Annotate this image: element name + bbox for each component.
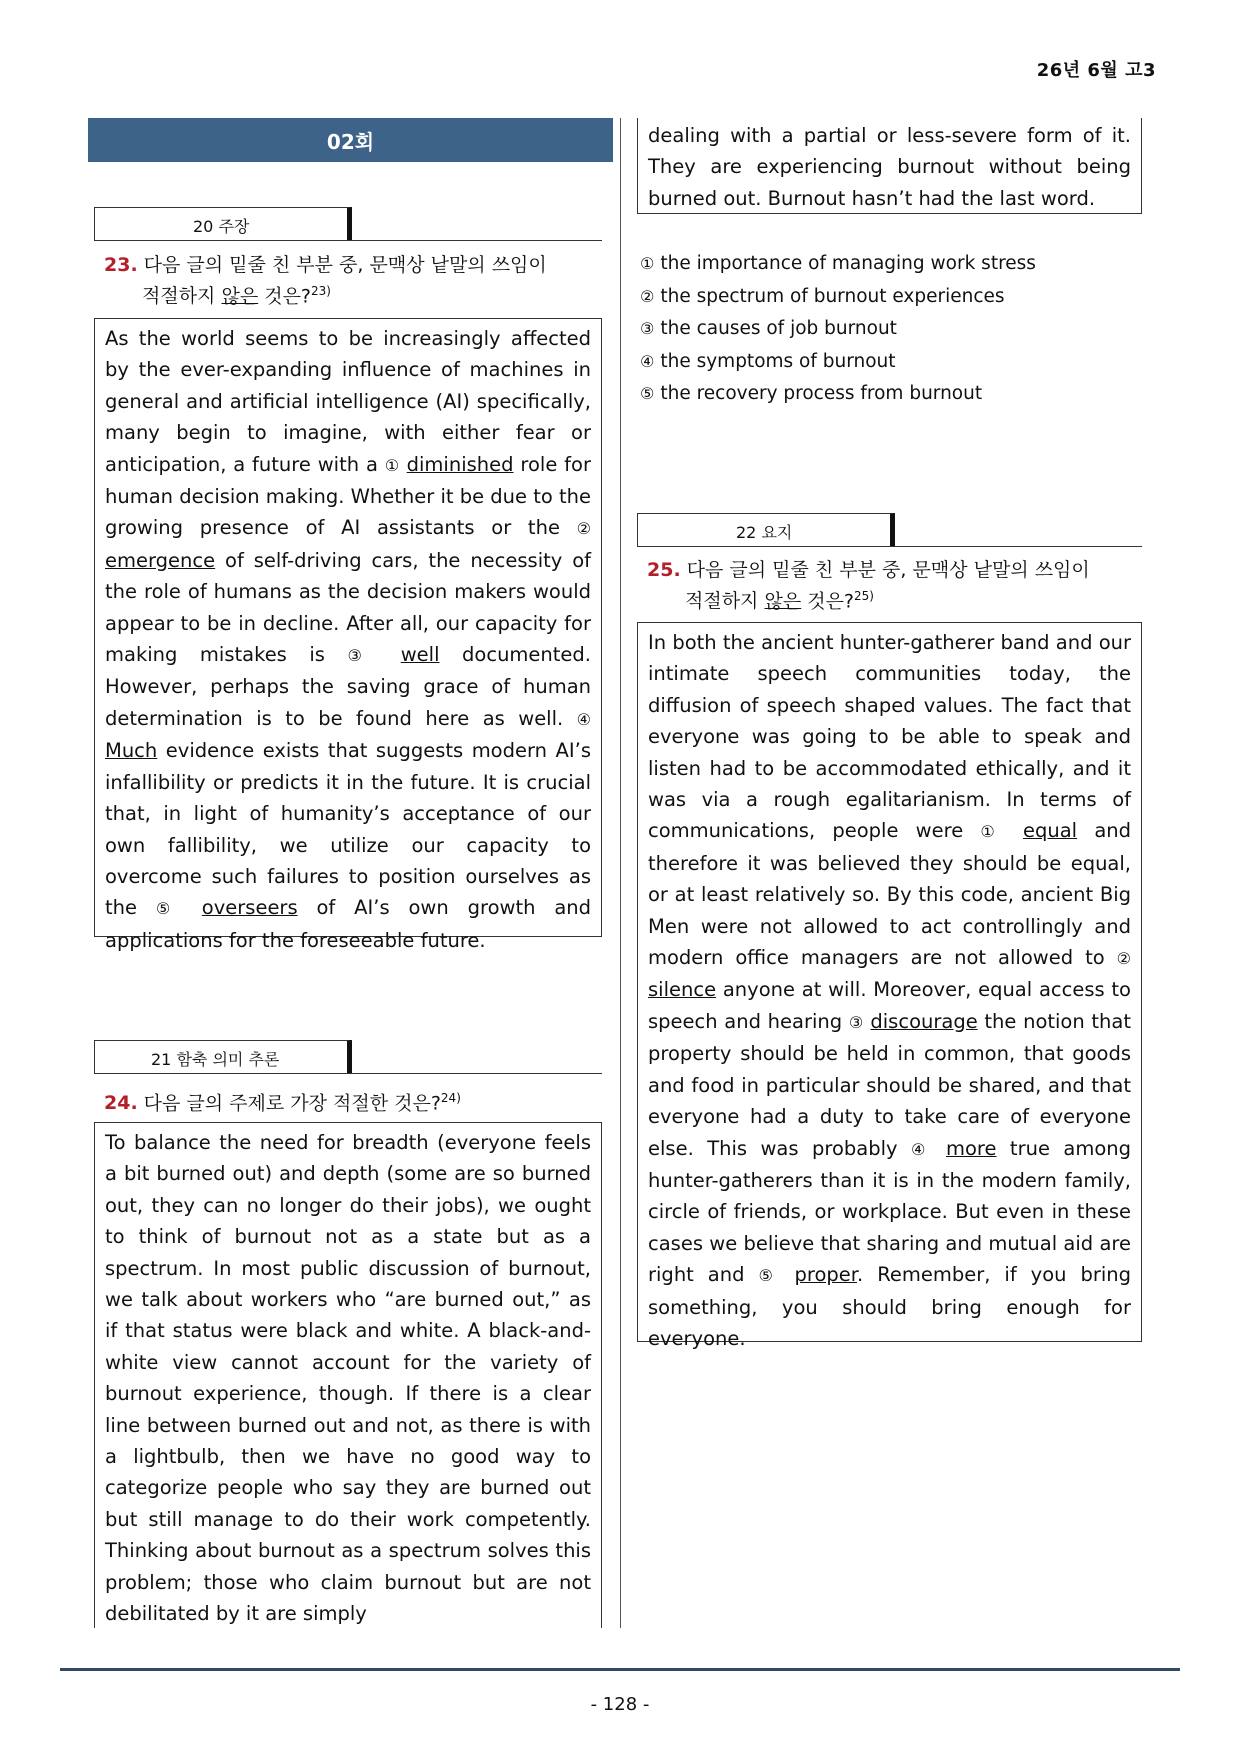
q25-text-4: the notion that property should be held in common, that goods and food in particular should be shared, and that everyone had a duty to take care of everyone else. This was probably bbox=[648, 1009, 1132, 1160]
q25-tag-label: 22 요지 bbox=[736, 523, 793, 542]
q25-number: 25. bbox=[647, 559, 681, 581]
q23-text-1: As the world seems to be increasingly affected by the ever-expanding influence of machines in general and artificial intelligence (AI) specifically, many begin to imagine, with either fear or anticipation, a future with a bbox=[105, 327, 591, 476]
q23-text-3: of self-driving cars, the necessity of the role of humans as the decision makers would appear to be in decline. After all, our capacity for making mistakes is bbox=[105, 548, 591, 667]
q24-option-2[interactable] bbox=[640, 281, 1036, 314]
q25-text-1: In both the ancient hunter-gatherer band and our intimate speech communities today, the diffusion of speech shaped values. The fact that everyone was going to be able to speak and listen had to be accommodated ethically, and it was via a rough egalitarianism. In terms of communications, people were bbox=[648, 631, 1131, 843]
q25-mark-5: ⑤ bbox=[758, 1266, 781, 1286]
q24-option-2-text: the spectrum of burnout experiences bbox=[660, 285, 1005, 307]
q23-word-3: well bbox=[400, 643, 440, 667]
q23-title-c: 것은? bbox=[258, 285, 312, 308]
q25-title-c: 것은? bbox=[801, 590, 855, 613]
q25-text-2: and therefore it was believed they should be equal, or at least relatively so. By this code, ancient Big Men were not allowed to act controllingly and modern office managers are not allowed to bbox=[648, 819, 1132, 970]
q24-tag-label: 21 함축 의미 추론 bbox=[151, 1050, 280, 1069]
q23-mark-2: ② bbox=[576, 519, 591, 539]
q25-title-a: 다음 글의 밑줄 친 부분 중, 문맥상 낱말의 쓰임이 bbox=[686, 559, 1090, 581]
q24-number: 24. bbox=[104, 1092, 138, 1115]
q23-title bbox=[104, 252, 600, 309]
q24-tag-rule bbox=[94, 1073, 602, 1074]
q23-tag-label: 20 주장 bbox=[193, 217, 250, 236]
q24-option-5-mark: ⑤ bbox=[640, 384, 655, 403]
q24-passage-right: dealing with a partial or less-severe form of it. They are experiencing burnout without being burned out. Burnout hasn’t had the last word. bbox=[637, 118, 1142, 214]
q23-number: 23. bbox=[104, 254, 138, 276]
q23-text-6: of AI’s own growth and applications for the foreseeable future. bbox=[105, 896, 592, 952]
q25-text-6: . Remember, if you bring something, you should bring enough for everyone. bbox=[648, 1263, 1132, 1350]
q25-footnote: 25) bbox=[854, 589, 874, 603]
q24-passage-left: To balance the need for breadth (everyone feels a bit burned out) and depth (some are so burned out, they can no longer do their jobs), we ought to think of burnout not as a state but as a spectrum. In most public discussion of burnout, we talk about workers who “are burned out,” as if that status were black and white. A black-and-white view cannot account for the variety of burnout experience, though. If there is a clear line between burned out and not, as there is with a lightbulb, then we have no good way to categorize people who say they are burned out but still manage to do their work competently. Thinking about burnout as a spectrum solves this problem; those who claim burnout but are not debilitated by it are simply bbox=[94, 1122, 602, 1628]
q23-passage bbox=[94, 318, 602, 952]
q25-word-3: discourage bbox=[870, 1009, 978, 1033]
q25-text-3: anyone at will. Moreover, equal access to speech and hearing bbox=[648, 978, 1131, 1033]
q25-word-2: silence bbox=[648, 978, 717, 1002]
q24-title-text: 다음 글의 주제로 가장 적절한 것은? bbox=[143, 1092, 441, 1115]
q25-mark-3: ③ bbox=[848, 1012, 864, 1032]
q24-footnote: 24) bbox=[440, 1091, 461, 1105]
q24-option-5-text: the recovery process from burnout bbox=[660, 383, 983, 404]
q25-title-b: 적절하지 bbox=[685, 590, 765, 613]
q23-mark-1: ① bbox=[384, 455, 400, 475]
q25-mark-2: ② bbox=[1116, 949, 1131, 969]
q24-option-4[interactable] bbox=[640, 346, 1036, 379]
q24-option-2-mark: ② bbox=[640, 286, 655, 306]
q23-tag-rule bbox=[94, 240, 602, 241]
q23-mark-5: ⑤ bbox=[155, 899, 183, 919]
q23-word-1: diminished bbox=[406, 452, 514, 476]
q23-mark-4: ④ bbox=[576, 709, 591, 729]
q23-word-4: Much bbox=[105, 739, 158, 763]
q24-option-4-mark: ④ bbox=[640, 351, 655, 371]
q23-title-u: 않은 bbox=[221, 285, 259, 308]
column-divider bbox=[620, 118, 621, 1628]
q23-word-5: overseers bbox=[201, 896, 298, 920]
q25-title bbox=[647, 557, 1142, 614]
q23-title-a: 다음 글의 밑줄 친 부분 중, 문맥상 낱말의 쓰임이 bbox=[143, 254, 547, 276]
q24-title bbox=[104, 1085, 600, 1116]
q25-text-5: true among hunter-gatherers than it is in the modern family, circle of friends, or workplace. But even in these cases we believe that sharing and mutual aid are right and bbox=[648, 1136, 1131, 1287]
q24-option-3[interactable] bbox=[640, 313, 1036, 346]
q25-mark-1: ① bbox=[980, 822, 1006, 842]
q24-option-3-text: the causes of job burnout bbox=[660, 318, 897, 339]
q23-tag bbox=[94, 207, 352, 241]
q24-option-3-mark: ③ bbox=[640, 319, 655, 338]
q25-word-5: proper bbox=[794, 1263, 858, 1287]
q25-word-1: equal bbox=[1023, 819, 1078, 843]
q24-option-5[interactable] bbox=[640, 378, 1036, 411]
q23-footnote: 23) bbox=[311, 284, 331, 298]
q23-text-4: documented. However, perhaps the saving grace of human determination is to be found here as well. bbox=[105, 643, 592, 730]
q23-title-b: 적절하지 bbox=[142, 285, 222, 308]
q23-mark-3: ③ bbox=[347, 646, 379, 666]
header-date: 26년 6월 고3 bbox=[1036, 60, 1156, 81]
q24-option-1-mark: ① bbox=[640, 254, 655, 273]
q25-tag-rule bbox=[637, 546, 1142, 547]
q24-option-1[interactable] bbox=[640, 248, 1036, 281]
q25-title-u: 않은 bbox=[764, 590, 802, 613]
footer-rule bbox=[60, 1668, 1180, 1671]
q25-word-4: more bbox=[945, 1136, 997, 1160]
q24-options bbox=[640, 248, 1036, 411]
q23-word-2: emergence bbox=[105, 548, 216, 572]
q23-text-2: role for human decision making. Whether it be due to the growing presence of AI assistants or the bbox=[105, 452, 591, 540]
q25-tag bbox=[637, 513, 895, 547]
q25-passage bbox=[637, 622, 1142, 1350]
q24-tag bbox=[94, 1040, 352, 1074]
q23-text-5: evidence exists that suggests modern AI’s infallibility or predicts it in the future. It is crucial that, in light of humanity’s acceptance of our own fallibility, we utilize our capacity to overcome such failures to position ourselves as the bbox=[105, 739, 591, 920]
page-number: - 128 - bbox=[590, 1694, 650, 1715]
round-banner: 02회 bbox=[88, 118, 613, 162]
q25-mark-4: ④ bbox=[910, 1139, 933, 1159]
q24-option-4-text: the symptoms of burnout bbox=[660, 350, 896, 372]
q24-option-1-text: the importance of managing work stress bbox=[660, 253, 1036, 274]
